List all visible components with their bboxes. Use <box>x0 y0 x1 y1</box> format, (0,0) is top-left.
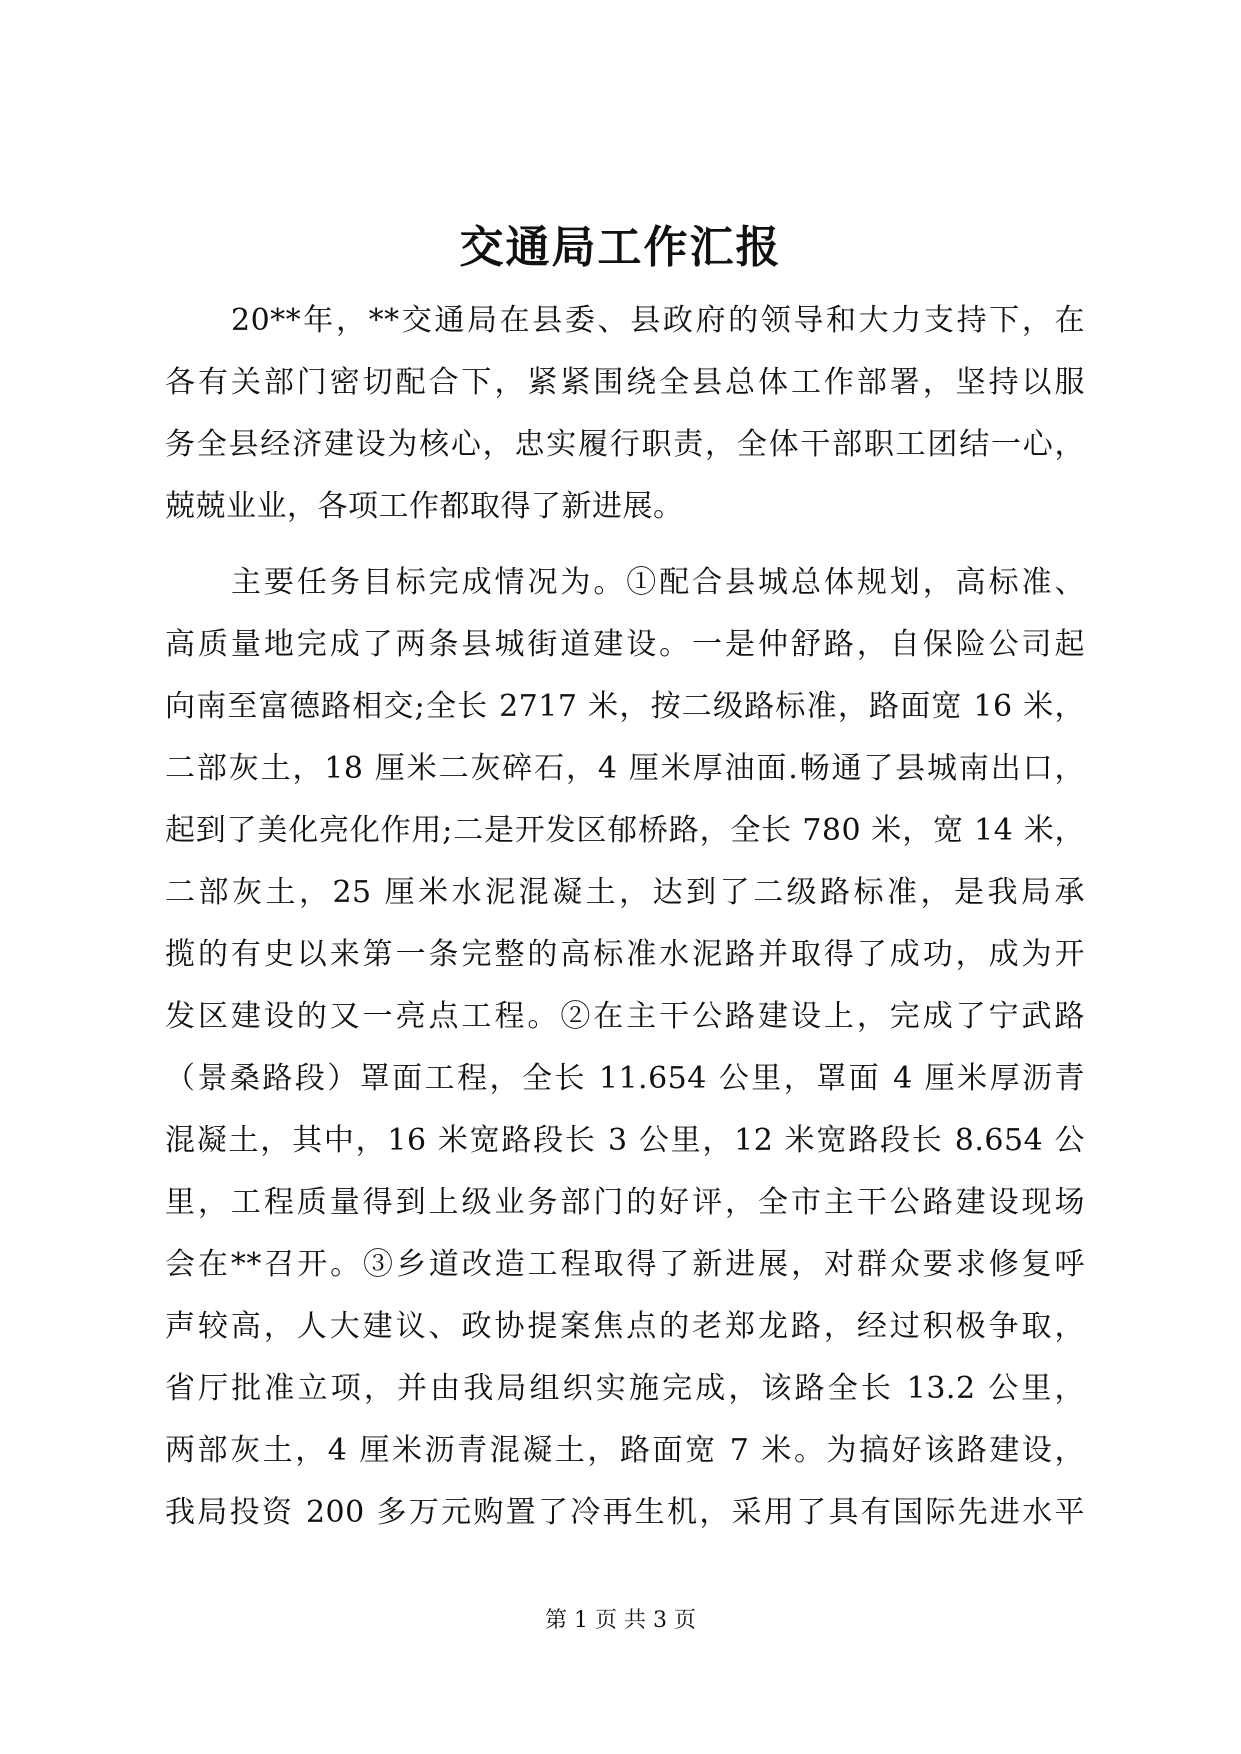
paragraph-2-line: 二部灰土，18 厘米二灰碎石，4 厘米厚油面.畅通了县城南出口， <box>165 751 1085 786</box>
paragraph-2-line: 高质量地完成了两条县城街道建设。一是仲舒路，自保险公司起 <box>165 627 1085 662</box>
paragraph-2-line: 二部灰土，25 厘米水泥混凝土，达到了二级路标准，是我局承 <box>165 875 1085 910</box>
paragraph-2-line: 向南至富德路相交;全长 2717 米，按二级路标准，路面宽 16 米， <box>165 689 1085 724</box>
paragraph-2-line: 主要任务目标完成情况为。①配合县城总体规划，高标准、 <box>231 565 1085 600</box>
page-number-footer: 第 1 页 共 3 页 <box>545 1608 696 1633</box>
paragraph-2-line: （景桑路段）罩面工程，全长 11.654 公里，罩面 4 厘米厚沥青 <box>165 1061 1085 1096</box>
paragraph-2-line: 两部灰土，4 厘米沥青混凝土，路面宽 7 米。为搞好该路建设， <box>165 1433 1085 1468</box>
paragraph-2-line: 声较高，人大建议、政协提案焦点的老郑龙路，经过积极争取， <box>165 1309 1085 1344</box>
paragraph-2-line: 混凝土，其中，16 米宽路段长 3 公里，12 米宽路段长 8.654 公 <box>165 1123 1085 1158</box>
paragraph-spacer <box>165 538 1085 552</box>
document-title: 交通局工作汇报 <box>459 222 782 273</box>
paragraph-1-line: 20**年，**交通局在县委、县政府的领导和大力支持下，在 <box>231 303 1085 338</box>
document-body <box>165 290 1085 1544</box>
paragraph-2-line: 我局投资 200 多万元购置了冷再生机，采用了具有国际先进水平 <box>165 1495 1085 1530</box>
paragraph-2-line: 会在**召开。③乡道改造工程取得了新进展，对群众要求修复呼 <box>165 1247 1085 1282</box>
paragraph-2-line: 省厅批准立项，并由我局组织实施完成，该路全长 13.2 公里， <box>165 1371 1085 1406</box>
paragraph-2-line: 里，工程质量得到上级业务部门的好评，全市主干公路建设现场 <box>165 1185 1085 1220</box>
paragraph-2-line: 揽的有史以来第一条完整的高标准水泥路并取得了成功，成为开 <box>165 937 1085 972</box>
paragraph-1-line: 各有关部门密切配合下，紧紧围绕全县总体工作部署，坚持以服 <box>165 365 1085 400</box>
paragraph-2-line: 发区建设的又一亮点工程。②在主干公路建设上，完成了宁武路 <box>165 999 1085 1034</box>
paragraph-2-line: 起到了美化亮化作用;二是开发区郁桥路，全长 780 米，宽 14 米， <box>165 813 1085 848</box>
paragraph-1-line: 务全县经济建设为核心，忠实履行职责，全体干部职工团结一心， <box>165 427 1085 462</box>
paragraph-1-line: 兢兢业业，各项工作都取得了新进展。 <box>165 489 684 524</box>
